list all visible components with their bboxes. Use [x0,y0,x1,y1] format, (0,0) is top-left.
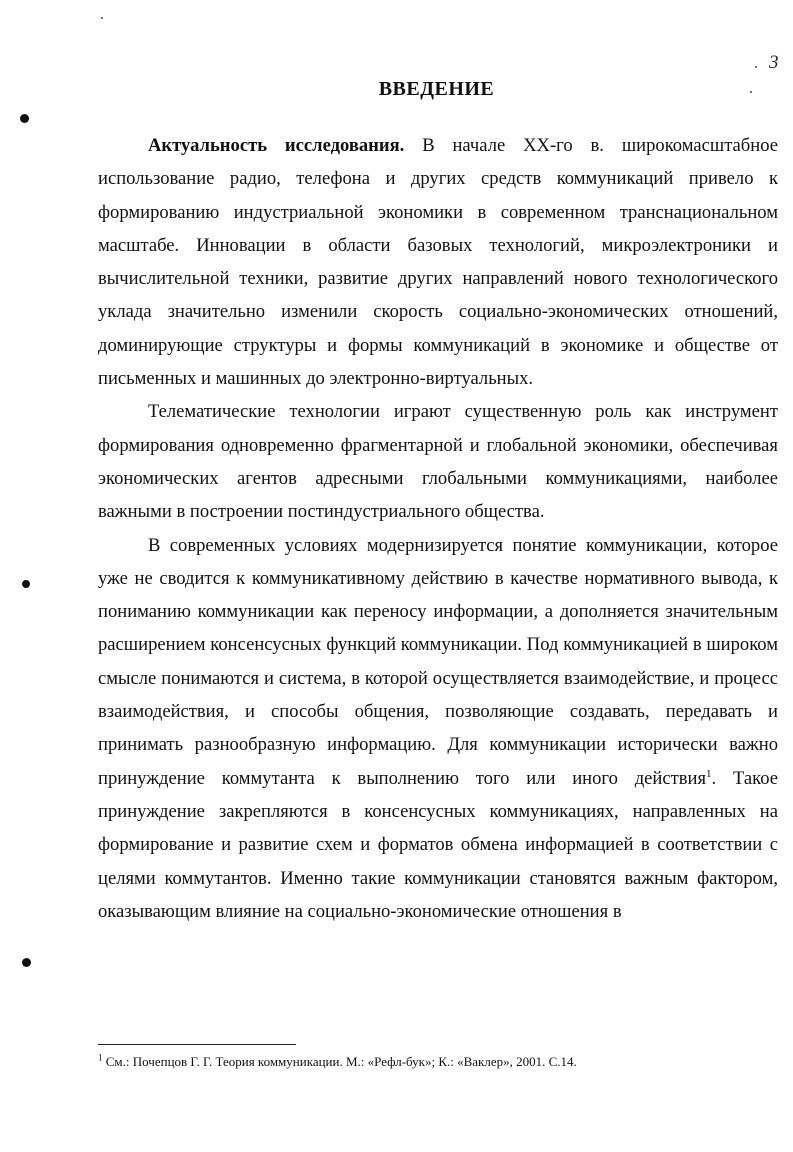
footnote-marker: 1 [98,1052,103,1063]
footnote [98,1054,778,1070]
page-number: 3 [769,52,779,73]
section-heading: ВВЕДЕНИЕ [378,78,495,100]
paragraph-text: Телематические технологии играют существенную роль как инструмент формирования одновременно фрагментарной и глобальной экономики, обеспечивая экономических агентов адресными глобальными коммуникациями, наиболее важными в построении постиндустриального общества. [98,401,778,523]
document-body [98,129,778,928]
paragraph-lead: Актуальность исследования. [148,135,405,156]
binding-hole-mark [22,958,31,967]
scan-speck [101,17,103,19]
paragraph [98,395,778,528]
paragraph-text: . Такое принуждение закрепляются в консенсусных коммуникациях, направленных на формирование и развитие схем и форматов обмена информацией в соответствии с целями коммутантов. Именно такие коммуникации становятся важным фактором, оказывающим влияние на социально-экономические отношения в [98,767,779,922]
binding-hole-mark [22,580,30,588]
binding-hole-mark [20,114,29,123]
paragraph-text: В начале XX-го в. широкомасштабное использование радио, телефона и других средств коммуникаций привело к формированию индустриальной экономики в современном транснациональном масштабе. Инновации в области базовых технологий, микроэлектроники и вычислительной техники, развитие других направлений нового технологического уклада значительно изменили скорость социально-экономических отношений, доминирующие структуры и формы коммуникаций в экономике и обществе от письменных и машинных до электронно-виртуальных. [98,135,778,390]
paragraph [98,129,778,395]
footnote-reference[interactable]: 1 [706,767,712,780]
paragraph-text: В современных условиях модернизируется понятие коммуникации, которое уже не сводится к коммуникативному действию в качестве нормативного вывода, к пониманию коммуникации как переносу информации, а дополняется значительным расширением консенсусных функций коммуникации. Под коммуникацией в широком смысле понимаются и система, в которой осуществляется взаимодействие, и процесс взаимодействия, и способы общения, позволяющие создавать, передавать и принимать разнообразную информацию. Для коммуникации исторически важно принуждение коммутанта к выполнению того или иного действия [98,534,778,789]
paragraph [98,529,778,929]
footnote-text: См.: Почепцов Г. Г. Теория коммуникации. М.: «Рефл-бук»; К.: «Ваклер», 2001. С.14. [102,1054,577,1069]
footnote-separator [98,1044,296,1045]
scan-speck [755,66,757,68]
